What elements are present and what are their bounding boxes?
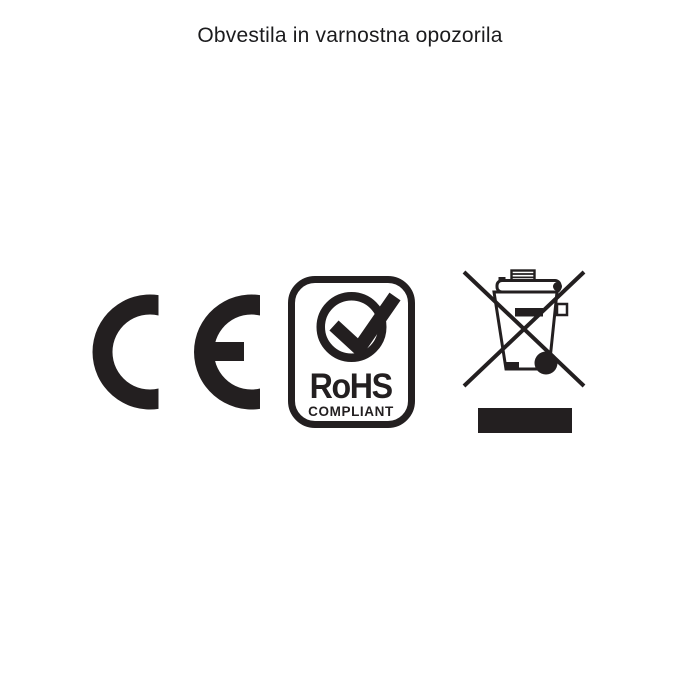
weee-underline-bar <box>478 408 572 433</box>
compliance-symbols-row <box>0 268 690 436</box>
ce-mark-icon <box>92 294 260 410</box>
page-title: Obvestila in varnostna opozorila <box>197 24 503 47</box>
rohs-label: RoHS <box>309 367 393 406</box>
weee-crossed-out-bin-icon <box>461 268 589 436</box>
ce-letter-e-bar <box>209 342 244 361</box>
bin-lid-hinge-dot <box>553 282 562 291</box>
rohs-compliant-icon <box>295 283 408 371</box>
bin-lid <box>497 281 560 293</box>
bin-foot <box>505 362 519 370</box>
bin-lid-left-nub <box>498 277 505 282</box>
weee-symbol <box>461 268 589 436</box>
rohs-compliant-badge <box>288 276 415 428</box>
bin-side-tab <box>557 304 567 315</box>
ce-mark <box>92 294 260 410</box>
ce-letter-c <box>92 295 158 410</box>
rohs-compliant-label: COMPLIANT <box>308 403 394 419</box>
